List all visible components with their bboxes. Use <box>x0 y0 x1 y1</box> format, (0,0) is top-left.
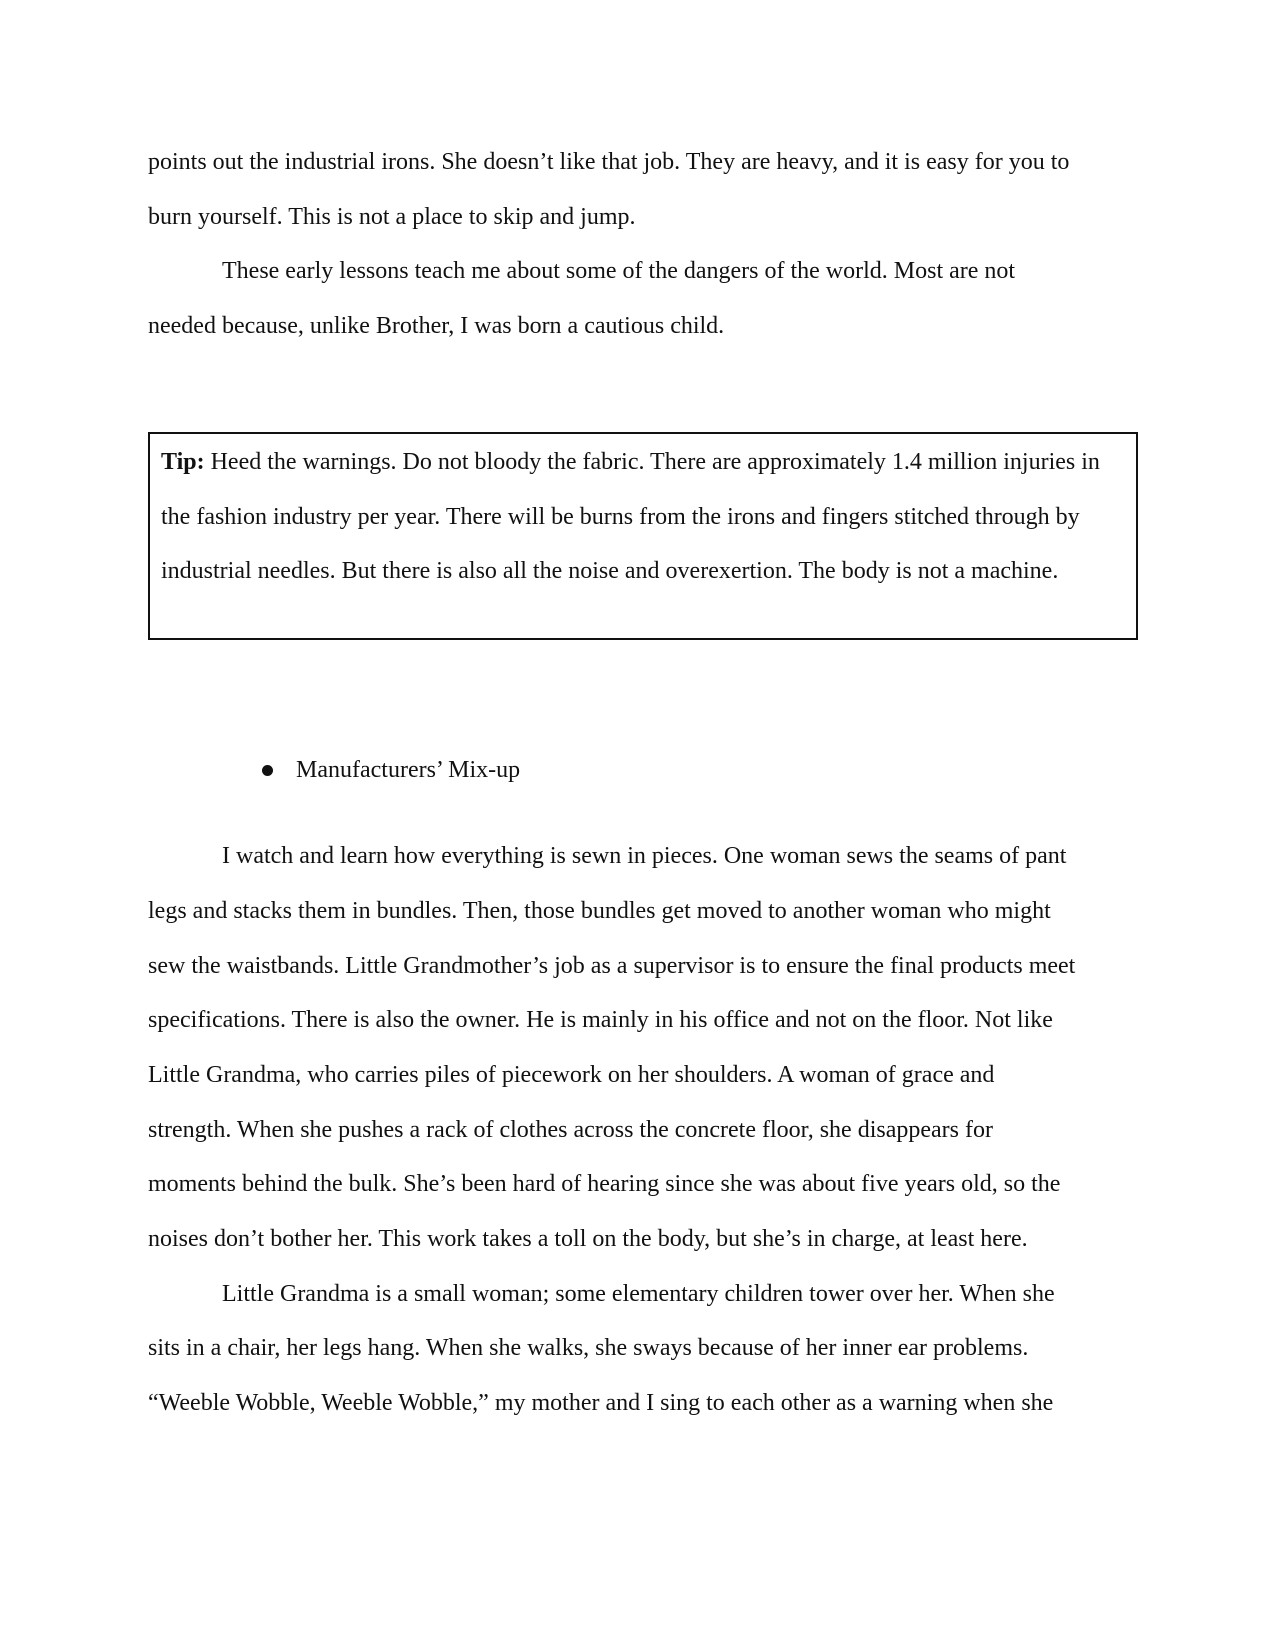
bullet-icon <box>262 765 273 776</box>
tip-line <box>161 447 1100 477</box>
body-text-line: Little Grandma, who carries piles of piecework on her shoulders. A woman of grace and <box>148 1062 995 1088</box>
tip-line: industrial needles. But there is also all the noise and overexertion. The body is not a machine. <box>161 558 1059 584</box>
body-text-line: I watch and learn how everything is sewn in pieces. One woman sews the seams of pant <box>222 843 1067 869</box>
body-text-line: sits in a chair, her legs hang. When she walks, she sways because of her inner ear problems. <box>148 1335 1029 1361</box>
body-text-line: “Weeble Wobble, Weeble Wobble,” my mother and I sing to each other as a warning when she <box>148 1390 1054 1416</box>
body-text-line: noises don’t bother her. This work takes a toll on the body, but she’s in charge, at least here. <box>148 1226 1028 1252</box>
body-text-line: moments behind the bulk. She’s been hard of hearing since she was about five years old, so the <box>148 1171 1061 1197</box>
section-heading-bullet: Manufacturers’ Mix-up <box>296 757 521 783</box>
body-text-line: sew the waistbands. Little Grandmother’s job as a supervisor is to ensure the final products meet <box>148 953 1076 979</box>
tip-box <box>148 432 1138 640</box>
body-text-line: These early lessons teach me about some of the dangers of the world. Most are not <box>222 258 1016 284</box>
body-text-line: specifications. There is also the owner. He is mainly in his office and not on the floor. Not like <box>148 1007 1053 1033</box>
body-text-line: needed because, unlike Brother, I was born a cautious child. <box>148 313 725 339</box>
tip-text: Heed the warnings. Do not bloody the fabric. There are approximately 1.4 million injuries in <box>204 449 1100 475</box>
tip-line: the fashion industry per year. There will be burns from the irons and fingers stitched through by <box>161 504 1080 530</box>
body-text-line: legs and stacks them in bundles. Then, those bundles get moved to another woman who might <box>148 898 1051 924</box>
body-text-line: burn yourself. This is not a place to skip and jump. <box>148 204 636 230</box>
tip-label: Tip: <box>161 449 205 475</box>
body-text-line: Little Grandma is a small woman; some elementary children tower over her. When she <box>222 1281 1055 1307</box>
body-text-line: strength. When she pushes a rack of clothes across the concrete floor, she disappears for <box>148 1117 993 1143</box>
body-text-line: points out the industrial irons. She doesn’t like that job. They are heavy, and it is easy for you to <box>148 149 1070 175</box>
